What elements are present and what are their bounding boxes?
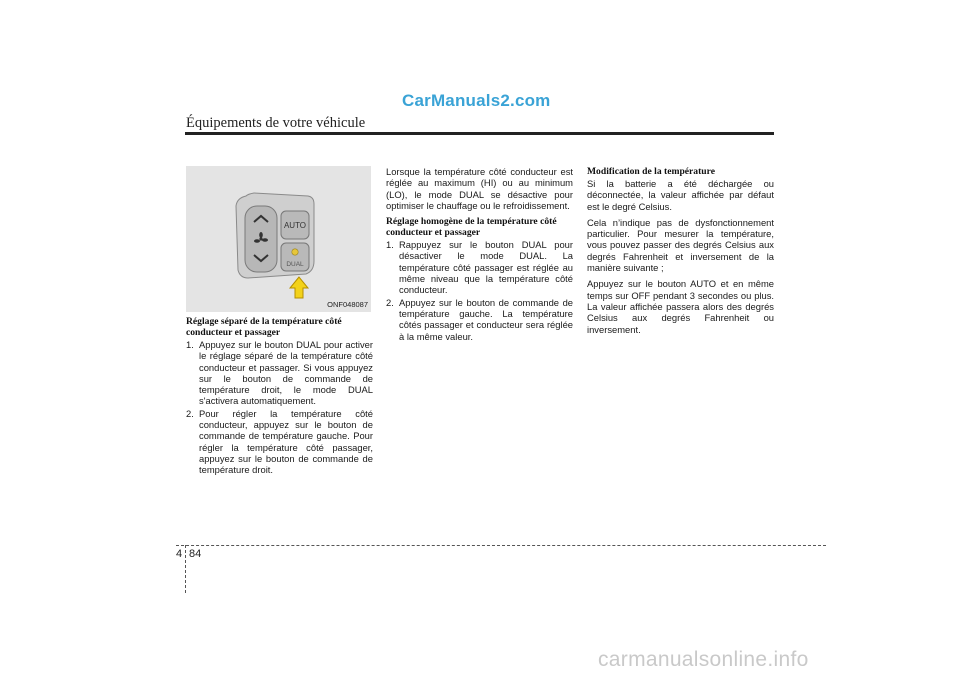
column-3	[587, 166, 774, 340]
auto-button-label: AUTO	[283, 221, 307, 230]
column-1	[186, 316, 373, 482]
climate-panel-illustration	[186, 166, 371, 312]
step-text: Appuyez sur le bouton DUAL pour activer le réglage séparé de la température côté conducteur et passager. Si vous appuyez sur le bouton de commande de température droit, le mode DUAL s'activera automatiquement.	[199, 339, 373, 407]
paragraph-unit-switch: Cela n’indique pas de dysfonctionnement particulier. Pour mesurer la température, vous pouvez passer des degrés Celsius aux degrés Fahrenheit et inversement de la manière suivante ;	[587, 216, 774, 274]
dual-indicator-light	[292, 249, 298, 255]
steps-list-uniform	[386, 239, 573, 342]
step-text: Rappuyez sur le bouton DUAL pour désactiver le mode DUAL. La température côté passager est réglée au même niveau que la température côté conducteur.	[399, 239, 573, 296]
climate-control-figure	[186, 166, 371, 312]
step-number: 1.	[186, 339, 194, 350]
page-number: 84	[189, 548, 202, 560]
section-heading-dual: Réglage séparé de la température côté conducteur et passager	[186, 316, 342, 338]
step-number: 2.	[386, 296, 394, 308]
paragraph-auto-off: Appuyez sur le bouton AUTO et en même temps sur OFF pendant 3 secondes ou plus. La valeur affichée passera alors des degrés Celsius aux degrés Fahrenheit ou inversement.	[587, 278, 774, 335]
step-number: 2.	[186, 407, 194, 419]
page-header-title: Équipements de votre véhicule	[186, 115, 366, 131]
figure-code: ONF048087	[327, 300, 368, 309]
watermark-bottom: carmanualsonline.info	[598, 648, 809, 671]
section-heading-temp-unit: Modification de la température	[587, 166, 715, 177]
header-rule	[185, 132, 774, 135]
chapter-number: 4	[176, 548, 183, 560]
pointer-arrow-icon	[290, 277, 308, 298]
footer-divider	[185, 545, 186, 593]
column-2	[386, 166, 573, 348]
step-number: 1.	[386, 239, 394, 251]
footer-rule	[176, 545, 826, 546]
paragraph-battery: Si la batterie a été déchargée ou déconnectée, la valeur affichée par défaut est le degré Celsius.	[587, 178, 774, 212]
list-item	[186, 339, 373, 407]
paragraph-hi-lo: Lorsque la température côté conducteur est réglée au maximum (HI) ou au minimum (LO), le mode DUAL se désactive pour optimiser le chauffage ou le refroidissement.	[386, 166, 573, 211]
list-item	[386, 297, 573, 342]
section-heading-uniform: Réglage homogène de la température côté conducteur et passager	[386, 216, 557, 239]
list-item	[186, 408, 373, 476]
step-text: Pour régler la température côté conducteur, appuyez sur le bouton de commande de température gauche. Pour régler la température côté passager, appuyez sur le bouton de commande de température droit.	[199, 407, 373, 476]
dual-button-label: DUAL	[286, 261, 304, 268]
step-text: Appuyez sur le bouton de commande de température gauche. La température côtés passager et conducteur sera réglée à la même valeur.	[399, 296, 573, 342]
steps-list-dual	[186, 339, 373, 476]
list-item	[386, 239, 573, 295]
watermark-top: CarManuals2.com	[402, 91, 551, 110]
